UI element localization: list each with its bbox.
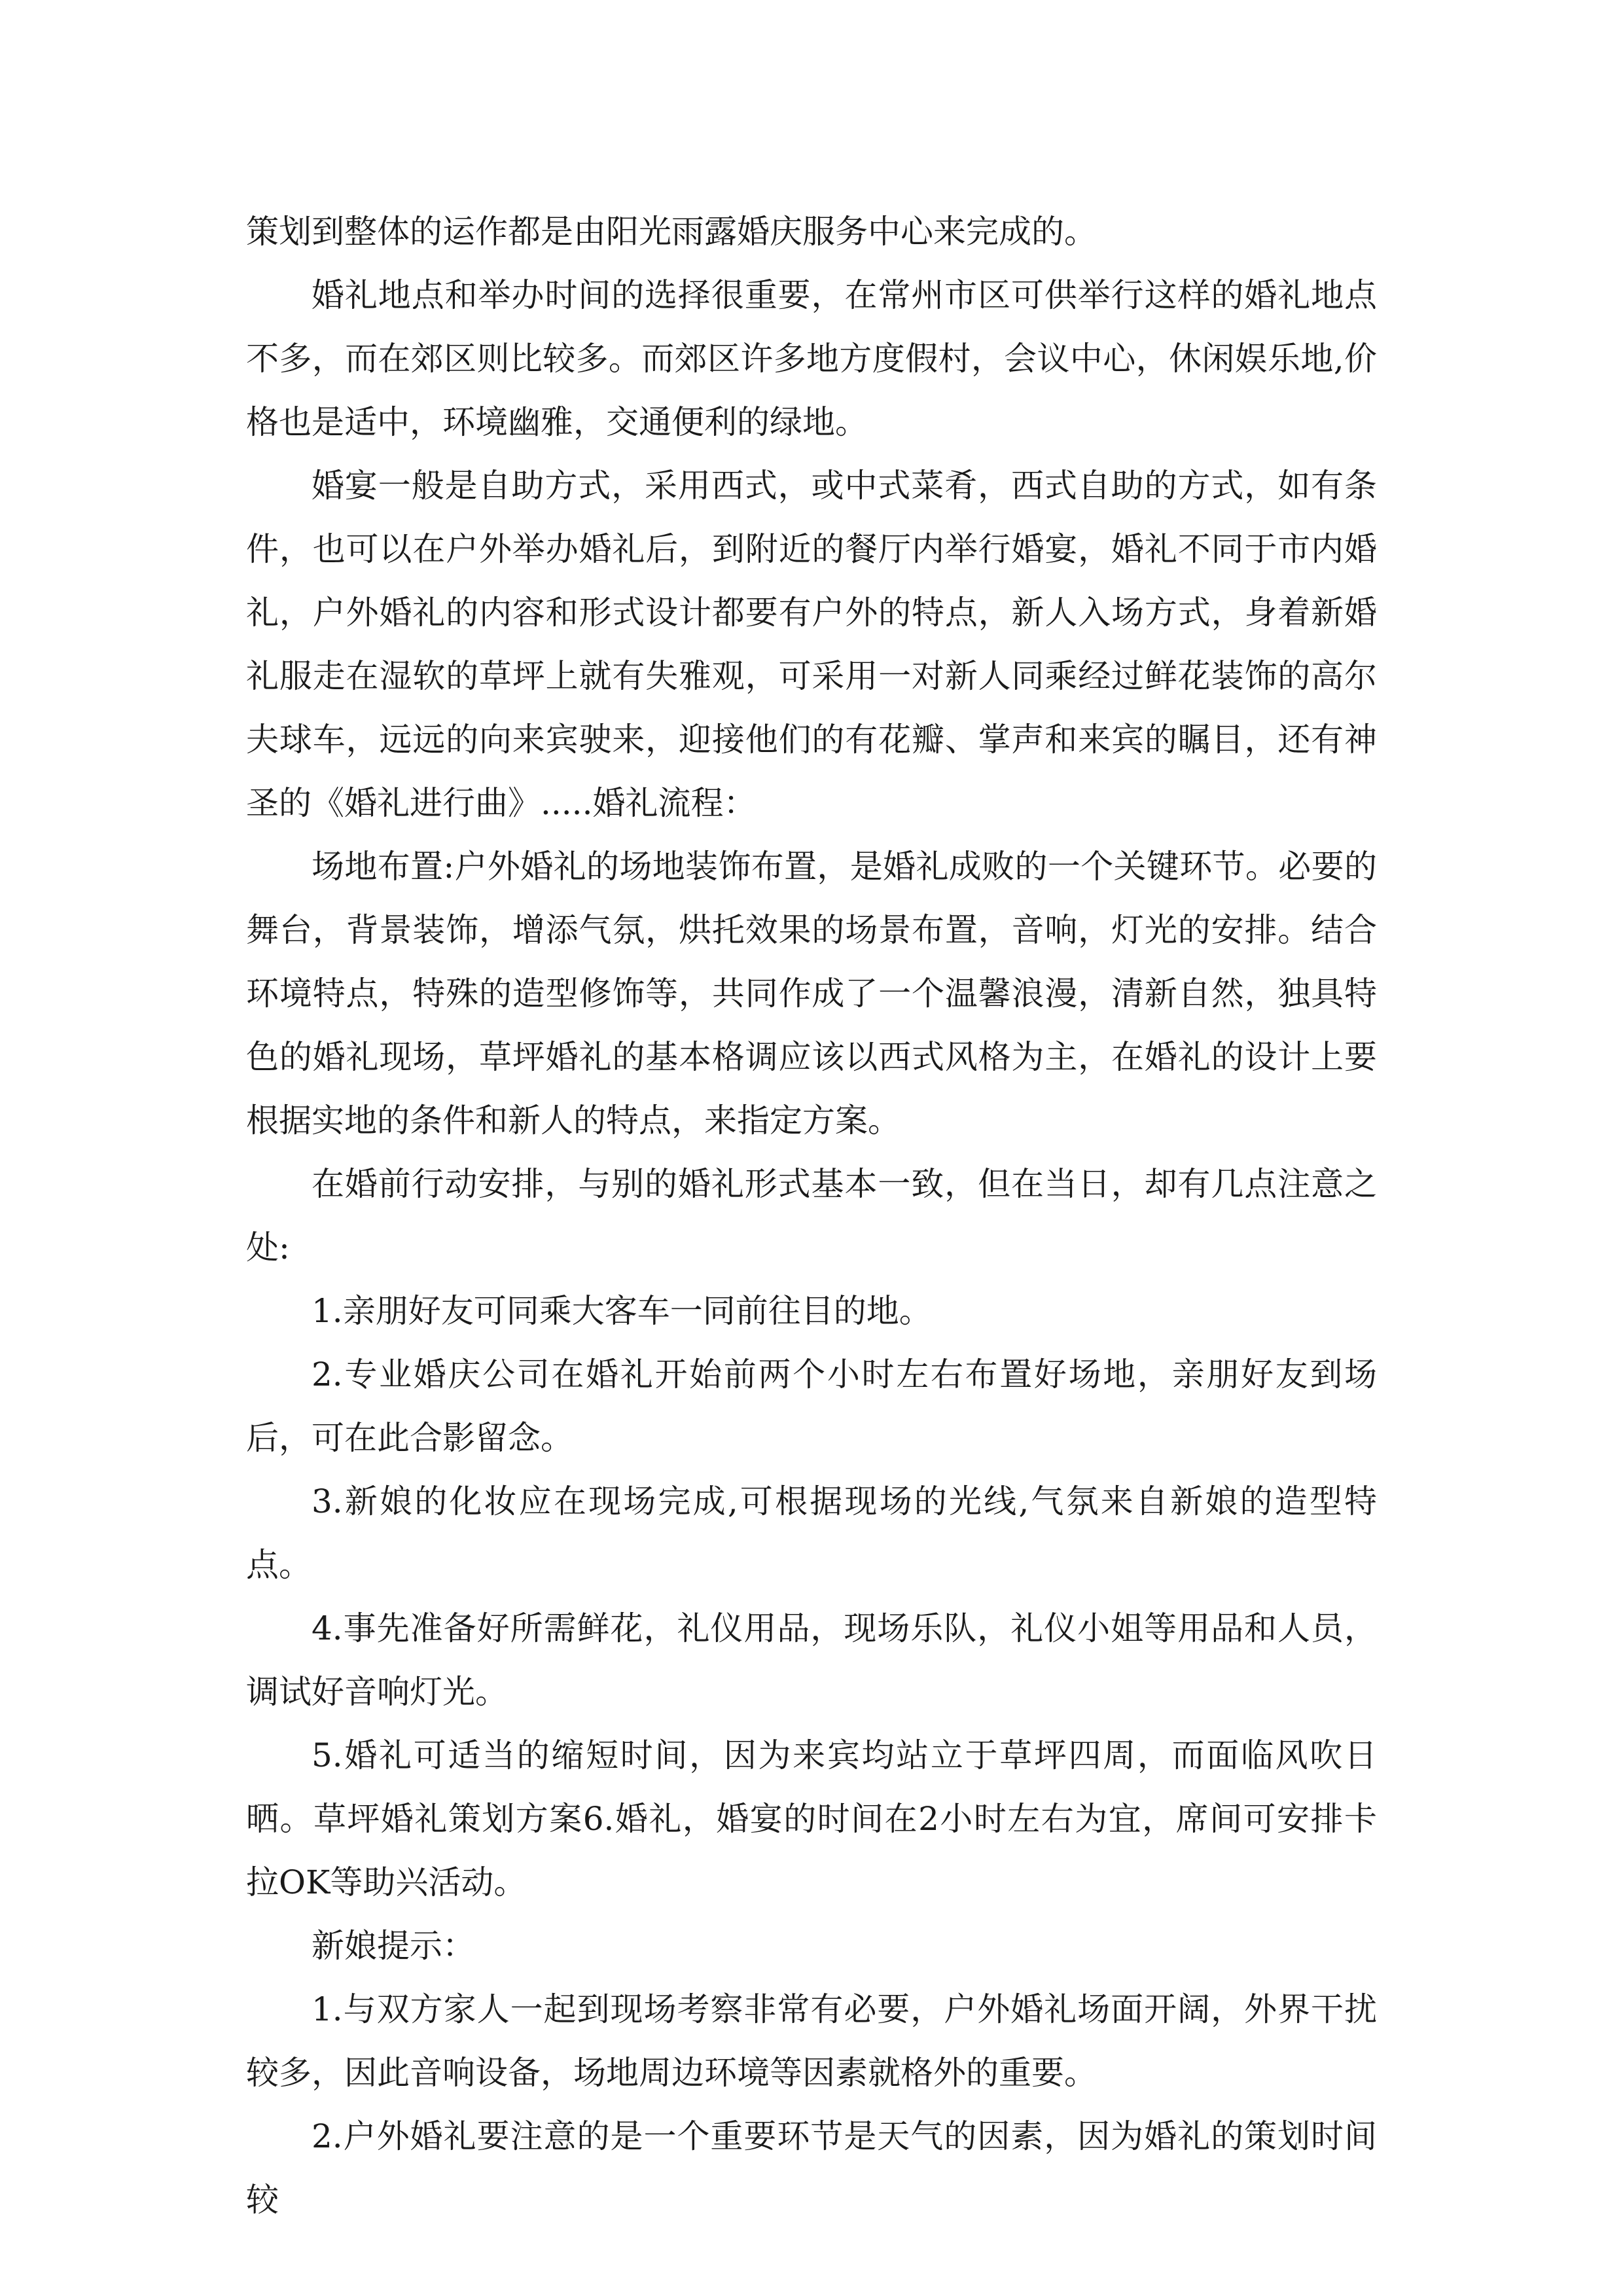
paragraph-3: 婚宴一般是自助方式，采用西式，或中式菜肴，西式自助的方式，如有条件，也可以在户外举办婚礼后，到附近的餐厅内举行婚宴，婚礼不同于市内婚礼，户外婚礼的内容和形式设计都要有户外的特点，新人入场方式，身着新婚礼服走在湿软的草坪上就有失雅观，可采用一对新人同乘经过鲜花装饰的高尔夫球车，远远的向来宾驶来，迎接他们的有花瓣、掌声和来宾的瞩目，还有神圣的《婚礼进行曲》.....婚礼流程： bbox=[246, 467, 1377, 822]
list-item-5: 5.婚礼可适当的缩短时间，因为来宾均站立于草坪四周，而面临风吹日晒。草坪婚礼策划方案6.婚礼，婚宴的时间在2小时左右为宜，席间可安排卡拉OK等助兴活动。 bbox=[246, 1736, 1377, 1901]
list-item-1: 1.亲朋好友可同乘大客车一同前往目的地。 bbox=[312, 1292, 932, 1330]
document-body bbox=[246, 200, 1377, 2232]
tip-item-1: 1.与双方家人一起到现场考察非常有必要，户外婚礼场面开阔，外界干扰较多，因此音响设备，场地周边环境等因素就格外的重要。 bbox=[246, 1990, 1377, 2092]
list-item-3: 3.新娘的化妆应在现场完成,可根据现场的光线,气氛来自新娘的造型特点。 bbox=[246, 1482, 1377, 1584]
paragraph-1: 策划到整体的运作都是由阳光雨露婚庆服务中心来完成的。 bbox=[246, 213, 1097, 251]
section-heading-bride-tips: 新娘提示： bbox=[312, 1927, 475, 1965]
tip-item-2: 2.户外婚礼要注意的是一个重要环节是天气的因素，因为婚礼的策划时间较 bbox=[246, 2117, 1377, 2219]
paragraph-5: 在婚前行动安排，与别的婚礼形式基本一致，但在当日，却有几点注意之处: bbox=[246, 1165, 1377, 1266]
list-item-4: 4.事先准备好所需鲜花，礼仪用品，现场乐队，礼仪小姐等用品和人员，调试好音响灯光。 bbox=[246, 1609, 1377, 1711]
list-item-2: 2.专业婚庆公司在婚礼开始前两个小时左右布置好场地，亲朋好友到场后，可在此合影留念。 bbox=[246, 1355, 1377, 1457]
paragraph-2: 婚礼地点和举办时间的选择很重要，在常州市区可供举行这样的婚礼地点不多，而在郊区则比较多。而郊区许多地方度假村，会议中心，休闲娱乐地,价格也是适中，环境幽雅，交通便利的绿地。 bbox=[246, 276, 1377, 441]
paragraph-4: 场地布置:户外婚礼的场地装饰布置，是婚礼成败的一个关键环节。必要的舞台，背景装饰，增添气氛，烘托效果的场景布置，音响，灯光的安排。结合环境特点，特殊的造型修饰等，共同作成了一个温馨浪漫，清新自然，独具特色的婚礼现场，草坪婚礼的基本格调应该以西式风格为主，在婚礼的设计上要根据实地的条件和新人的特点，来指定方案。 bbox=[246, 848, 1377, 1139]
